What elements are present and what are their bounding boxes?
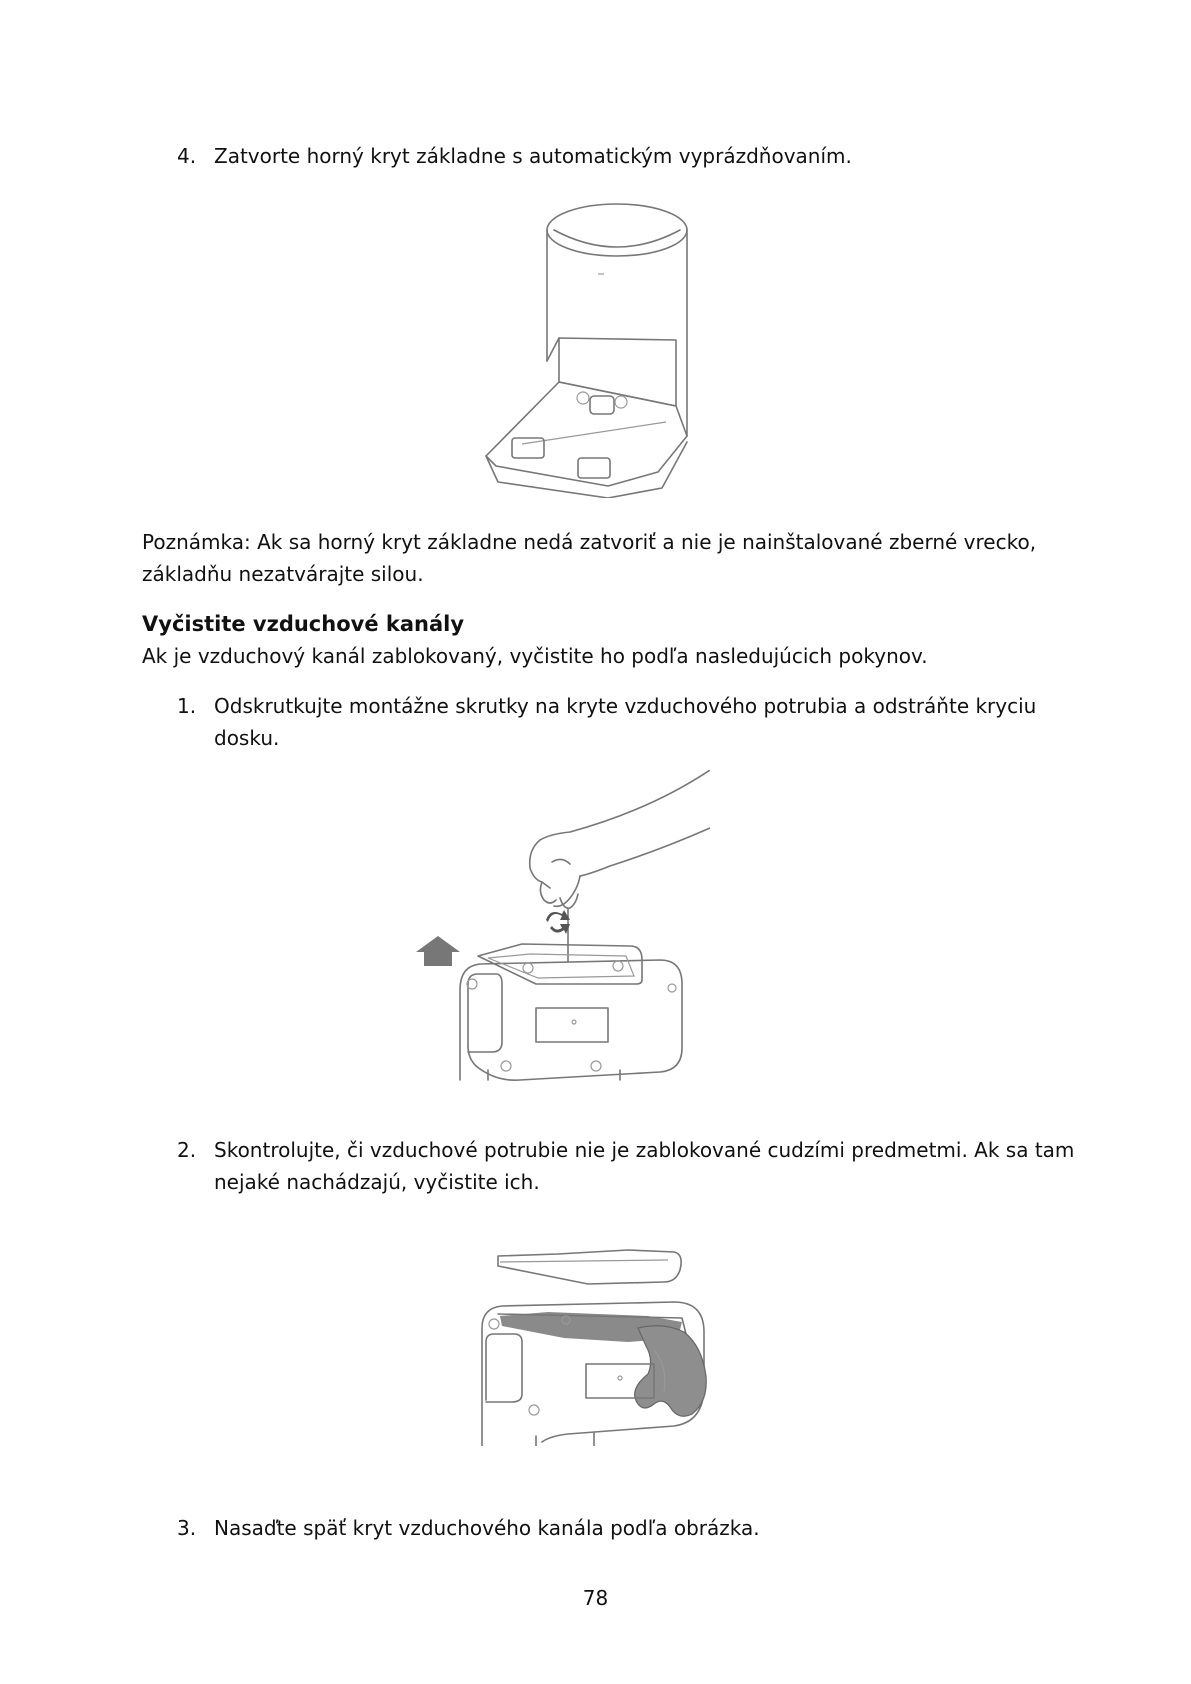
step-3-line-1: Nasaďte späť kryt vzduchového kanála podľa obrázka.	[214, 1516, 760, 1540]
note-line-1: Poznámka: Ak sa horný kryt základne nedá zatvoriť a nie je nainštalované zberné vrecko,	[142, 530, 1037, 554]
clean-duct-illustration	[478, 1246, 718, 1446]
step-2-number: 2.	[177, 1138, 197, 1162]
step-2-line-2: nejaké nachádzajú, vyčistite ich.	[214, 1170, 540, 1194]
step-3-number: 3.	[177, 1516, 197, 1540]
step-2-line-1: Skontrolujte, či vzduchové potrubie nie je zablokované cudzími predmetmi. Ak sa tam	[214, 1138, 1075, 1162]
section-intro: Ak je vzduchový kanál zablokovaný, vyčistite ho podľa nasledujúcich pokynov.	[142, 644, 928, 668]
step-4-number: 4.	[177, 144, 197, 168]
page-number: 78	[582, 1586, 609, 1610]
step-1-line-2: dosku.	[214, 726, 280, 750]
step-1-number: 1.	[177, 694, 197, 718]
step-1-line-1: Odskrutkujte montážne skrutky na kryte vzduchového potrubia a odstráňte kryciu	[214, 694, 1037, 718]
unscrew-cover-illustration	[410, 770, 710, 1090]
dock-illustration	[478, 196, 698, 498]
section-heading: Vyčistite vzduchové kanály	[142, 612, 465, 636]
note-line-2: základňu nezatvárajte silou.	[142, 562, 424, 586]
step-4-text: Zatvorte horný kryt základne s automatickým vyprázdňovaním.	[214, 144, 852, 168]
